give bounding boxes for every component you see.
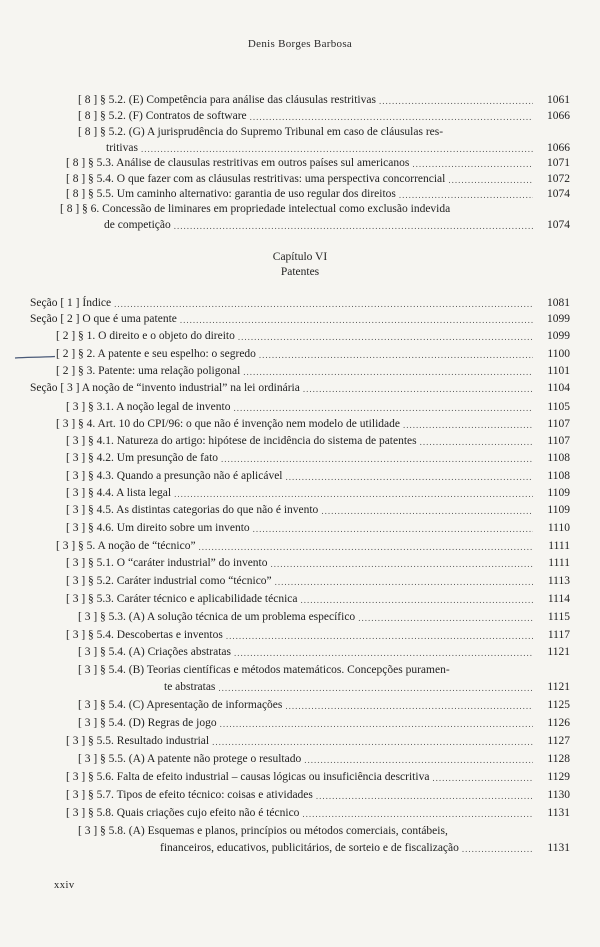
- toc-page-number: 1104: [547, 382, 570, 394]
- toc-entry: [66, 156, 570, 170]
- toc-leader: [448, 175, 533, 186]
- toc-entry-title: [ 3 ] § 5.4. Descobertas e inventos: [66, 629, 223, 641]
- toc-entry-title: [ 3 ] § 5.5. (A) A patente não protege o resultado: [78, 753, 302, 765]
- toc-leader: [212, 737, 533, 748]
- toc-entry: [66, 788, 570, 802]
- toc-entry-title: [ 2 ] § 1. O direito e o objeto do direito: [56, 330, 235, 342]
- toc-page-number: 1066: [547, 110, 570, 122]
- toc-entry-title: [ 3 ] § 4. Art. 10 do CPI/96: o que não é invenção nem modelo de utilidade: [56, 418, 400, 430]
- toc-entry-title: [ 3 ] § 4.6. Um direito sobre um invento: [66, 522, 250, 534]
- toc-entry: [78, 645, 570, 659]
- toc-entry: [78, 93, 570, 107]
- toc-leader: [180, 315, 533, 326]
- toc-entry-title: [ 3 ] § 5.8. (A) Esquemas e planos, princípios ou métodos comerciais, contábeis,: [78, 825, 448, 837]
- toc-page-number: 1125: [547, 699, 570, 711]
- toc-page-number: 1101: [547, 365, 570, 377]
- toc-entry-title: [ 3 ] § 5.4. (D) Regras de jogo: [78, 717, 217, 729]
- toc-leader: [221, 454, 533, 465]
- toc-leader: [220, 719, 533, 730]
- toc-page-number: 1127: [547, 735, 570, 747]
- toc-entry-title: [ 3 ] § 4.4. A lista legal: [66, 487, 172, 499]
- toc-entry-title: [ 3 ] § 5.7. Tipos de efeito técnico: coisas e atividades: [66, 789, 313, 801]
- toc-page-number: 1099: [547, 330, 570, 342]
- toc-entry: [78, 716, 570, 730]
- toc-leader: [234, 648, 533, 659]
- toc-entry-title: Seção [ 2 ] O que é uma patente: [30, 313, 177, 325]
- toc-entry: [66, 628, 570, 642]
- toc-entry: [66, 592, 570, 606]
- chapter-title: Patentes: [280, 266, 320, 278]
- toc-page-number: 1107: [547, 418, 570, 430]
- toc-leader: [141, 144, 533, 155]
- toc-entry: [66, 451, 570, 465]
- toc-entry: [56, 539, 570, 553]
- toc-leader: [412, 159, 533, 170]
- toc-page-number: 1130: [547, 789, 570, 801]
- toc-page-number: 1113: [547, 575, 570, 587]
- toc-page-number: 1121: [547, 681, 570, 693]
- toc-page-number: 1121: [547, 646, 570, 658]
- toc-entry-title: [ 3 ] § 5.4. (C) Apresentação de informações: [78, 699, 283, 711]
- toc-entry-title: [ 8 ] § 5.2. (G) A jurisprudência do Supremo Tribunal em caso de cláusulas res-: [78, 126, 444, 138]
- toc-leader: [403, 420, 533, 431]
- toc-entry: [78, 752, 570, 766]
- toc-entry-title: [ 3 ] § 5.2. Caráter industrial como “técnico”: [66, 575, 272, 587]
- toc-entry: [104, 218, 570, 232]
- toc-leader: [300, 595, 533, 606]
- toc-page-number: 1131: [547, 807, 570, 819]
- toc-entry: [164, 680, 570, 694]
- toc-entry: [106, 141, 570, 155]
- toc-entry-title: [ 3 ] § 3.1. A noção legal de invento: [66, 401, 231, 413]
- toc-entry: [56, 329, 570, 343]
- pen-mark-icon: [14, 354, 56, 360]
- toc-entry-title: te abstratas: [164, 681, 216, 693]
- toc-leader: [285, 701, 533, 712]
- toc-page-number: 1117: [547, 629, 570, 641]
- toc-page-number: 1099: [547, 313, 570, 325]
- toc-entry-title: [ 8 ] § 5.2. (F) Contratos de software: [78, 110, 247, 122]
- toc-leader: [286, 472, 533, 483]
- toc-entry: [66, 503, 570, 517]
- toc-entry-title: [ 8 ] § 5.5. Um caminho alternativo: garantia de uso regular dos direitos: [66, 188, 396, 200]
- toc-entry-title: financeiros, educativos, publicitários, de sorteio e de fiscalização: [160, 842, 459, 854]
- toc-leader: [259, 350, 533, 361]
- toc-page-number: 1126: [547, 717, 570, 729]
- toc-page-number: 1071: [547, 157, 570, 169]
- toc-leader: [303, 384, 533, 395]
- toc-page-number: 1114: [547, 593, 570, 605]
- toc-entry: [66, 806, 570, 820]
- toc-entry-title: [ 3 ] § 5. A noção de “técnico”: [56, 540, 196, 552]
- toc-entry: [66, 556, 570, 570]
- toc-entry: [78, 698, 570, 712]
- toc-entry: [30, 381, 570, 395]
- toc-entry: [30, 296, 570, 310]
- toc-leader: [226, 631, 533, 642]
- toc-leader: [462, 844, 533, 855]
- toc-leader: [243, 367, 533, 378]
- toc-page-number: 1072: [547, 173, 570, 185]
- toc-entry: [66, 574, 570, 588]
- toc-entry: [66, 172, 570, 186]
- toc-leader: [271, 559, 533, 570]
- toc-entry-title: de competição: [104, 219, 171, 231]
- chapter-number: Capítulo VI: [272, 251, 328, 263]
- toc-entry-title: [ 3 ] § 4.2. Um presunção de fato: [66, 452, 219, 464]
- toc-entry-title: [ 8 ] § 5.2. (E) Competência para análise das cláusulas restritivas: [78, 94, 376, 106]
- toc-entry: [66, 187, 570, 201]
- toc-page-number: 1109: [547, 504, 570, 516]
- toc-page-number: 1061: [547, 94, 570, 106]
- toc-page-number: 1111: [548, 540, 570, 552]
- toc-page-number: 1115: [547, 611, 570, 623]
- toc-page-number: 1105: [547, 401, 570, 413]
- toc-entry: [160, 841, 570, 855]
- toc-page-number: 1128: [547, 753, 570, 765]
- toc-page-number: 1081: [547, 297, 570, 309]
- toc-entry-title: [ 3 ] § 4.1. Natureza do artigo: hipótese de incidência do sistema de patentes: [66, 435, 417, 447]
- toc-page-number: 1111: [548, 557, 570, 569]
- toc-leader: [275, 577, 533, 588]
- toc-page-number: 1110: [547, 522, 570, 534]
- toc-leader: [218, 683, 533, 694]
- toc-leader: [420, 437, 533, 448]
- toc-leader: [233, 403, 533, 414]
- toc-entry: [56, 364, 570, 378]
- toc-entry-title: [ 2 ] § 3. Patente: uma relação poligonal: [56, 365, 241, 377]
- toc-leader: [302, 809, 533, 820]
- toc-entry: [56, 347, 570, 361]
- toc-entry-title: [ 3 ] § 5.4. (A) Criações abstratas: [78, 646, 231, 658]
- toc-entry: [56, 417, 570, 431]
- toc-entry-title: [ 8 ] § 5.4. O que fazer com as cláusulas restritivas: uma perspectiva concorrencial: [66, 173, 446, 185]
- toc-leader: [114, 299, 533, 310]
- toc-entry-title: Seção [ 1 ] Índice: [30, 297, 112, 309]
- toc-page-number: 1109: [547, 487, 570, 499]
- page-folio: xxiv: [54, 880, 75, 891]
- toc-entry-title: [ 8 ] § 5.3. Análise de clausulas restritivas em outros países sul americanos: [66, 157, 410, 169]
- toc-leader: [399, 190, 533, 201]
- toc-page-number: 1100: [547, 348, 570, 360]
- toc-entry: [66, 486, 570, 500]
- toc-page-number: 1108: [547, 452, 570, 464]
- toc-entry: [66, 400, 570, 414]
- toc-page-number: 1131: [547, 842, 570, 854]
- toc-entry: [66, 521, 570, 535]
- toc-entry-title: [ 3 ] § 4.3. Quando a presunção não é aplicável: [66, 470, 283, 482]
- toc-entry-title: [ 2 ] § 2. A patente e seu espelho: o segredo: [56, 348, 256, 360]
- toc-entry-title: tritivas: [106, 142, 138, 154]
- toc-entry: [66, 770, 570, 784]
- toc-entry-title: [ 3 ] § 5.5. Resultado industrial: [66, 735, 210, 747]
- toc-page-number: 1074: [547, 219, 570, 231]
- toc-entry-title: [ 3 ] § 5.3. Caráter técnico e aplicabilidade técnica: [66, 593, 298, 605]
- toc-leader: [199, 542, 533, 553]
- toc-leader: [238, 332, 533, 343]
- toc-leader: [379, 96, 533, 107]
- toc-entry: [78, 610, 570, 624]
- toc-leader: [174, 221, 533, 232]
- toc-entry-title: [ 3 ] § 4.5. As distintas categorias do que não é invento: [66, 504, 319, 516]
- toc-leader: [304, 755, 533, 766]
- toc-entry-title: [ 8 ] § 6. Concessão de liminares em propriedade intelectual como exclusão indevida: [60, 203, 451, 215]
- toc-entry-title: [ 3 ] § 5.1. O “caráter industrial” do invento: [66, 557, 268, 569]
- running-header: Denis Borges Barbosa: [247, 38, 353, 50]
- toc-page-number: 1066: [547, 142, 570, 154]
- toc-entry: [78, 109, 570, 123]
- toc-leader: [316, 791, 533, 802]
- toc-leader: [174, 489, 533, 500]
- toc-entry-title: [ 3 ] § 5.4. (B) Teorias científicas e métodos matemáticos. Concepções puramen-: [78, 664, 450, 676]
- toc-page-number: 1108: [547, 470, 570, 482]
- toc-entry-title: [ 3 ] § 5.3. (A) A solução técnica de um problema específico: [78, 611, 356, 623]
- toc-entry-title: [ 3 ] § 5.6. Falta de efeito industrial – causas lógicas ou insuficiência descritiva: [66, 771, 430, 783]
- toc-entry-title: Seção [ 3 ] A noção de “invento industrial” na lei ordinária: [30, 382, 300, 394]
- toc-entry: [66, 434, 570, 448]
- toc-leader: [432, 773, 533, 784]
- toc-leader: [358, 613, 533, 624]
- toc-page-number: 1107: [547, 435, 570, 447]
- toc-entry: [30, 312, 570, 326]
- toc-page-number: 1129: [547, 771, 570, 783]
- toc-entry: [66, 734, 570, 748]
- toc-page-number: 1074: [547, 188, 570, 200]
- toc-leader: [253, 524, 533, 535]
- toc-leader: [250, 112, 533, 123]
- toc-leader: [321, 506, 533, 517]
- toc-entry: [66, 469, 570, 483]
- toc-entry-title: [ 3 ] § 5.8. Quais criações cujo efeito não é técnico: [66, 807, 300, 819]
